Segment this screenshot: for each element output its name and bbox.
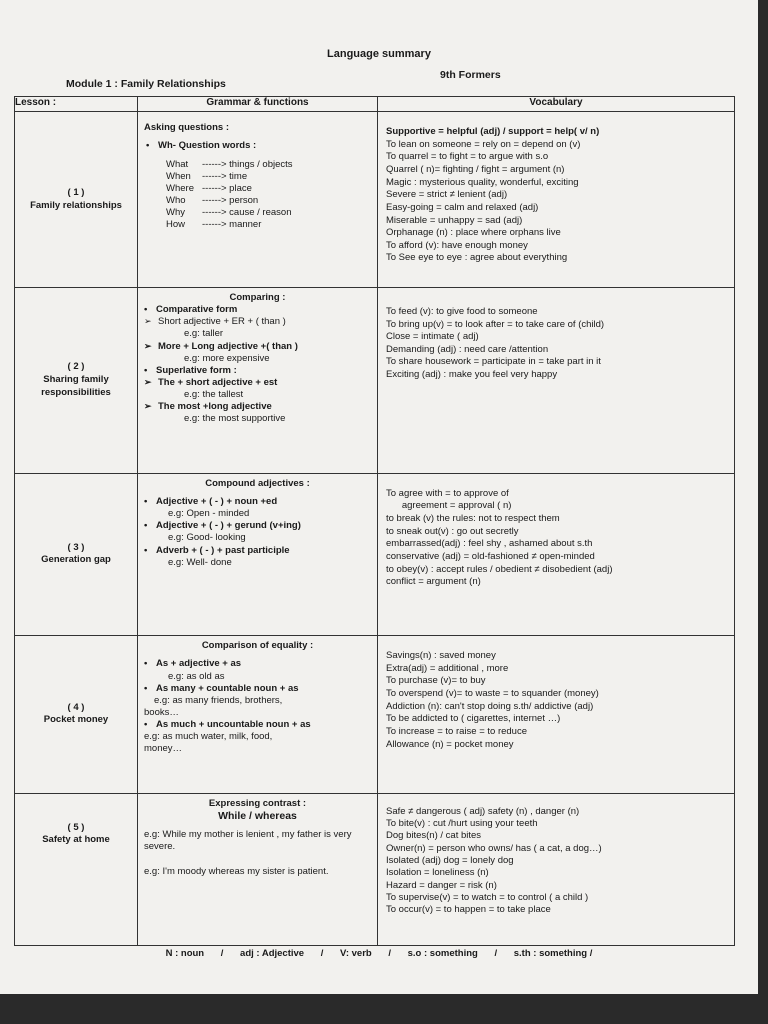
vocab-line: Easy-going = calm and relaxed (adj) <box>386 201 539 213</box>
vocab-line: To supervise(v) = to watch = to control ( a child ) <box>386 892 589 904</box>
vocab-line: To bite(v) : cut /hurt using your teeth <box>386 817 538 829</box>
vocabulary-cell <box>378 287 735 473</box>
grammar-cell <box>138 473 378 635</box>
grammar-line: ➢ More + Long adjective +( than ) <box>144 341 371 353</box>
lesson-name: Pocket money <box>43 714 109 726</box>
grammar-line: e.g: Well- done <box>168 556 232 568</box>
vocab-line: Exciting (adj) : make you feel very happy <box>386 369 558 381</box>
lesson-name: Safety at home <box>42 834 110 846</box>
vocab-line: Hazard = danger = risk (n) <box>386 879 497 891</box>
lesson-number: ( 5 ) <box>67 821 85 833</box>
table-header-row <box>15 97 735 112</box>
key-separator: / <box>320 948 324 959</box>
grammar-heading: Asking questions : <box>144 122 229 134</box>
grammar-cell <box>138 636 378 793</box>
vocab-line: Close = intimate ( adj) <box>386 331 479 343</box>
lesson-number: ( 1 ) <box>67 186 85 198</box>
abbreviation-key <box>0 948 758 959</box>
vocab-line: To agree with = to approve of <box>386 487 509 499</box>
vocab-line: Isolated (adj) dog = lonely dog <box>386 855 514 867</box>
vocab-line: Supportive = helpful (adj) / support = help( v/ n) <box>386 126 600 138</box>
vocab-line: Safe ≠ dangerous ( adj) safety (n) , danger (n) <box>386 805 580 817</box>
grammar-line: e.g: Good- looking <box>168 532 246 544</box>
wh-row: What ------> things / objects <box>166 158 293 170</box>
lesson-name: Family relationships <box>30 199 122 211</box>
grammar-line: e.g: the tallest <box>184 389 244 401</box>
vocab-line: conflict = argument (n) <box>386 576 481 588</box>
grammar-cell <box>138 112 378 288</box>
grammar-line: • As many + countable noun + as <box>144 683 371 695</box>
grammar-line: e.g: as old as <box>168 670 225 682</box>
wh-row: How ------> manner <box>166 219 262 231</box>
vocab-line: To quarrel = to fight = to argue with s.o <box>386 151 549 163</box>
grammar-line: books… <box>144 707 179 719</box>
grammar-line: e.g: taller <box>184 328 224 340</box>
vocab-line: To occur(v) = to happen = to take place <box>386 904 551 916</box>
vocab-line: Addiction (n): can't stop doing s.th/ addictive (adj) <box>386 700 594 712</box>
grammar-heading: Comparing : <box>229 291 286 303</box>
vocab-line: Dog bites(n) / cat bites <box>386 830 482 842</box>
vocab-line: To be addicted to ( cigarettes, internet …) <box>386 713 561 725</box>
module-label: Module 1 : Family Relationships <box>66 78 226 90</box>
lesson-number: ( 4 ) <box>67 701 85 713</box>
vocab-line: to obey(v) : accept rules / obedient ≠ disobedient (adj) <box>386 563 613 575</box>
key-separator: / <box>388 948 391 959</box>
column-header-grammar: Grammar & functions <box>138 97 378 112</box>
grammar-bullet: • Wh- Question words : <box>144 140 371 152</box>
vocab-line: Owner(n) = person who owns/ has ( a cat, a dog…) <box>386 842 602 854</box>
grammar-cell <box>138 793 378 945</box>
lesson-cell <box>15 636 138 793</box>
vocab-line: To lean on someone = rely on = depend on (v) <box>386 138 581 150</box>
page-title: Language summary <box>327 48 431 60</box>
vocab-line: Extra(adj) = additional , more <box>386 662 509 674</box>
vocab-line: To increase = to raise = to reduce <box>386 725 527 737</box>
vocab-line: to break (v) the rules: not to respect them <box>386 513 560 524</box>
vocab-line: Severe = strict ≠ lenient (adj) <box>386 189 508 201</box>
grammar-example: e.g: While my mother is lenient , my father is very severe. <box>144 829 352 853</box>
grammar-cell <box>138 287 378 473</box>
vocab-line: agreement = approval ( n) <box>386 500 512 512</box>
grammar-line: • As + adjective + as <box>144 658 371 670</box>
column-header-lesson: Lesson : <box>15 97 138 112</box>
vocab-line: Demanding (adj) : need care /attention <box>386 343 549 355</box>
vocab-line: conservative (adj) = old-fashioned ≠ open-minded <box>386 550 595 562</box>
table-row <box>15 287 735 473</box>
lesson-cell <box>15 793 138 945</box>
key-item: V: verb <box>340 948 372 959</box>
grammar-line: e.g: as many friends, brothers, <box>154 694 283 706</box>
vocab-line: to sneak out(v) : go out secretly <box>386 525 519 537</box>
lesson-number: ( 2 ) <box>67 361 85 373</box>
grammar-line: ➢ The most +long adjective <box>144 401 371 413</box>
vocab-line: Miserable = unhappy = sad (adj) <box>386 214 523 226</box>
vocab-line: Allowance (n) = pocket money <box>386 738 514 750</box>
grammar-line: • Comparative form <box>144 304 371 316</box>
lesson-cell <box>15 473 138 635</box>
vocabulary-cell <box>378 112 735 288</box>
grammar-line: • Adjective + ( - ) + noun +ed <box>144 496 371 508</box>
grammar-heading: Comparison of equality : <box>201 640 314 652</box>
grammar-line: ➢ Short adjective + ER + ( than ) <box>144 316 371 328</box>
table-row <box>15 473 735 635</box>
lesson-cell <box>15 112 138 288</box>
vocab-line: To bring up(v) = to look after = to take care of (child) <box>386 318 605 330</box>
key-item: adj : Adjective <box>240 948 305 959</box>
grammar-line: e.g: Open - minded <box>168 508 250 520</box>
key-item: s.th : something / <box>513 948 593 959</box>
grade-label: 9th Formers <box>440 69 501 81</box>
vocabulary-cell <box>378 793 735 945</box>
grammar-line: e.g: the most supportive <box>184 413 286 425</box>
key-item: s.o : something <box>407 948 478 959</box>
wh-row: Who ------> person <box>166 195 259 206</box>
vocab-line: To afford (v): have enough money <box>386 239 528 251</box>
grammar-line: ➢ The + short adjective + est <box>144 377 371 389</box>
lesson-name: Generation gap <box>41 554 111 566</box>
grammar-line: e.g: as much water, milk, food, <box>144 731 273 743</box>
grammar-line: money… <box>144 743 183 755</box>
vocab-line: Quarrel ( n)= fighting / fight = argument (n) <box>386 164 565 176</box>
wh-row: Why ------> cause / reason <box>166 207 292 219</box>
grammar-subheading: While / whereas <box>218 809 297 822</box>
vocab-line: To feed (v): to give food to someone <box>386 305 538 317</box>
table-row <box>15 636 735 793</box>
table-row <box>15 112 735 288</box>
vocab-line: Orphanage (n) : place where orphans live <box>386 227 561 239</box>
vocabulary-cell <box>378 636 735 793</box>
key-item: N : noun <box>165 948 205 959</box>
wh-row: When ------> time <box>166 170 248 182</box>
vocab-line: Magic : mysterious quality, wonderful, exciting <box>386 176 579 188</box>
vocab-line: To share housework = participate in = take part in it <box>386 356 601 368</box>
key-separator: / <box>494 948 498 959</box>
grammar-line: e.g: more expensive <box>184 352 270 364</box>
lesson-number: ( 3 ) <box>67 541 85 553</box>
wh-row: Where ------> place <box>166 182 252 194</box>
lesson-name: Sharing family responsibilities <box>41 373 111 398</box>
vocab-line: Isolation = loneliness (n) <box>386 867 489 879</box>
summary-table <box>14 96 735 946</box>
vocab-line: To purchase (v)= to buy <box>386 675 486 687</box>
column-header-vocabulary: Vocabulary <box>378 97 735 112</box>
grammar-line: • As much + uncountable noun + as <box>144 719 371 731</box>
vocabulary-cell <box>378 473 735 635</box>
grammar-heading: Expressing contrast : <box>208 797 307 809</box>
lesson-cell <box>15 287 138 473</box>
vocab-line: Savings(n) : saved money <box>386 650 496 662</box>
vocab-line: To overspend (v)= to waste = to squander (money) <box>386 688 599 700</box>
vocab-line: To See eye to eye : agree about everything <box>386 252 568 264</box>
table-row <box>15 793 735 945</box>
key-separator: / <box>220 948 224 959</box>
grammar-heading: Compound adjectives : <box>205 477 310 489</box>
grammar-line: • Adverb + ( - ) + past participle <box>144 545 371 557</box>
grammar-line: • Adjective + ( - ) + gerund (v+ing) <box>144 520 371 532</box>
vocab-line: embarrassed(adj) : feel shy , ashamed about s.th <box>386 538 593 550</box>
grammar-line: • Superlative form : <box>144 365 371 377</box>
grammar-example: e.g: I'm moody whereas my sister is patient. <box>144 865 329 877</box>
